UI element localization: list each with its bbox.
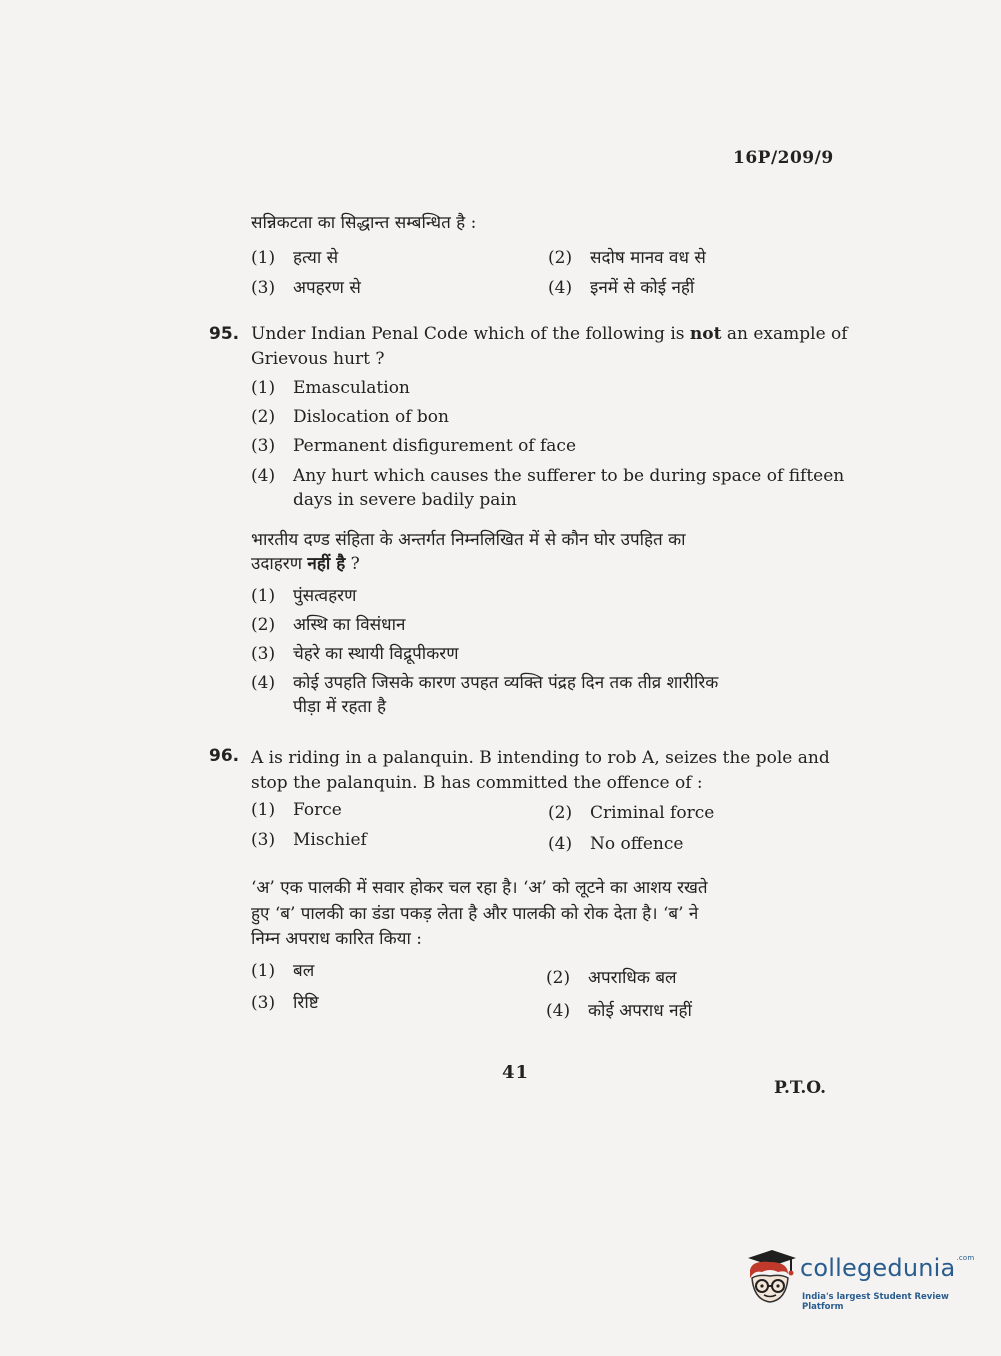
q96-hindi-stem-line3: निम्न अपराध कारित किया : <box>251 929 423 949</box>
option-number: (4) <box>546 1001 571 1021</box>
option-text: पुंसत्वहरण <box>293 586 357 606</box>
option-text: कोई अपराध नहीं <box>588 1001 692 1021</box>
q96-stem-line1: A is riding in a palanquin. B intending to rob A, seizes the pole and <box>251 748 830 768</box>
q94-option-4 <box>548 275 694 298</box>
q95-hindi-option-3 <box>251 641 459 664</box>
q96-stem-line2: stop the palanquin. B has committed the offence of : <box>251 773 703 793</box>
q95-hindi-option-2 <box>251 612 405 635</box>
collegedunia-watermark <box>742 1248 975 1320</box>
option-number: (3) <box>251 830 276 850</box>
q95-hindi-option-4 <box>251 670 718 693</box>
brand-dotcom: .com <box>956 1254 975 1262</box>
q96-number: 96. <box>209 746 240 766</box>
q95-hindi-stem-bold: नहीं है <box>307 554 346 574</box>
option-number: (3) <box>251 993 276 1013</box>
mascot-icon <box>742 1248 798 1312</box>
option-text: हत्या से <box>293 248 339 268</box>
option-text: अस्थि का विसंधान <box>293 615 406 635</box>
option-text: Emasculation <box>293 378 410 398</box>
q95-hindi-option-4-cont: पीड़ा में रहता है <box>293 697 387 717</box>
q96-option-1 <box>251 800 342 820</box>
q95-option-2 <box>251 407 449 427</box>
option-number: (2) <box>546 968 571 988</box>
q96-hindi-stem-line2: हुए ‘ब’ पालकी का डंडा पकड़ लेता है और पालकी को रोक देता है। ‘ब’ ने <box>251 904 699 924</box>
option-number: (1) <box>251 586 276 606</box>
option-text: Force <box>293 800 342 820</box>
q96-hindi-option-1 <box>251 958 314 981</box>
q94-option-1 <box>251 245 338 268</box>
option-text: No offence <box>590 834 684 854</box>
option-text: Dislocation of bon <box>293 407 449 427</box>
option-number: (2) <box>251 407 276 427</box>
option-text: Permanent disfigurement of face <box>293 436 577 456</box>
brand-tagline: India's largest Student Review Platform <box>802 1292 949 1312</box>
brand-name <box>800 1254 974 1282</box>
q95-hindi-stem-part: उदाहरण <box>251 554 308 574</box>
q95-option-4 <box>251 466 844 486</box>
q95-number: 95. <box>209 324 240 344</box>
option-number: (3) <box>251 436 276 456</box>
q95-stem-part: an example of <box>721 324 848 344</box>
q96-hindi-option-4 <box>546 998 692 1021</box>
q95-option-3 <box>251 436 576 456</box>
option-text: सदोष मानव वध से <box>590 248 706 268</box>
q95-stem-line1 <box>251 322 848 346</box>
option-number: (4) <box>251 673 276 693</box>
option-number: (1) <box>251 961 276 981</box>
q96-option-3 <box>251 830 367 850</box>
q95-stem-part: Under Indian Penal Code which of the following is <box>251 324 690 344</box>
q96-hindi-stem-line1: ‘अ’ एक पालकी में सवार होकर चल रहा है। ‘अ’ को लूटने का आशय रखते <box>251 878 708 898</box>
option-text: Any hurt which causes the sufferer to be during space of fifteen <box>293 466 845 486</box>
pto-label: P.T.O. <box>774 1078 826 1098</box>
q94-option-2 <box>548 245 706 268</box>
q95-option-4-cont: days in severe badily pain <box>293 490 517 510</box>
option-number: (1) <box>251 800 276 820</box>
q94-option-3 <box>251 275 361 298</box>
option-number: (2) <box>548 248 573 268</box>
q96-option-4 <box>548 834 683 854</box>
q95-hindi-stem-line2 <box>251 552 360 576</box>
option-text: इनमें से कोई नहीं <box>590 278 695 298</box>
q95-hindi-stem-part: ? <box>345 554 360 574</box>
q94-hindi-stem: सन्निकटता का सिद्धान्त सम्बन्धित है : <box>251 213 477 233</box>
brand-name-text: collegedunia <box>800 1254 956 1282</box>
option-number: (4) <box>548 278 573 298</box>
option-number: (1) <box>251 248 276 268</box>
option-text: अपहरण से <box>293 278 361 298</box>
q96-hindi-option-2 <box>546 965 677 988</box>
q96-option-2 <box>548 803 714 823</box>
option-number: (1) <box>251 378 276 398</box>
q96-hindi-option-3 <box>251 990 319 1013</box>
option-text: बल <box>293 961 315 981</box>
option-number: (2) <box>251 615 276 635</box>
option-number: (3) <box>251 644 276 664</box>
option-text: Criminal force <box>590 803 715 823</box>
option-number: (2) <box>548 803 573 823</box>
option-text: कोई उपहति जिसके कारण उपहत व्यक्ति पंद्रह दिन तक तीव्र शारीरिक <box>293 673 719 693</box>
paper-code: 16P/209/9 <box>733 148 834 168</box>
option-text: अपराधिक बल <box>588 968 677 988</box>
option-number: (4) <box>251 466 276 486</box>
option-text: चेहरे का स्थायी विद्रूपीकरण <box>293 644 459 664</box>
option-number: (4) <box>548 834 573 854</box>
option-text: रिष्टि <box>293 993 319 1013</box>
q95-option-1 <box>251 378 410 398</box>
page-number: 41 <box>502 1062 530 1083</box>
option-number: (3) <box>251 278 276 298</box>
q95-stem-bold: not <box>689 324 722 344</box>
option-text: Mischief <box>293 830 367 850</box>
q95-stem-line2: Grievous hurt ? <box>251 349 385 369</box>
q95-hindi-option-1 <box>251 583 356 606</box>
q95-hindi-stem-line1: भारतीय दण्ड संहिता के अन्तर्गत निम्नलिखित में से कौन घोर उपहित का <box>251 530 686 550</box>
